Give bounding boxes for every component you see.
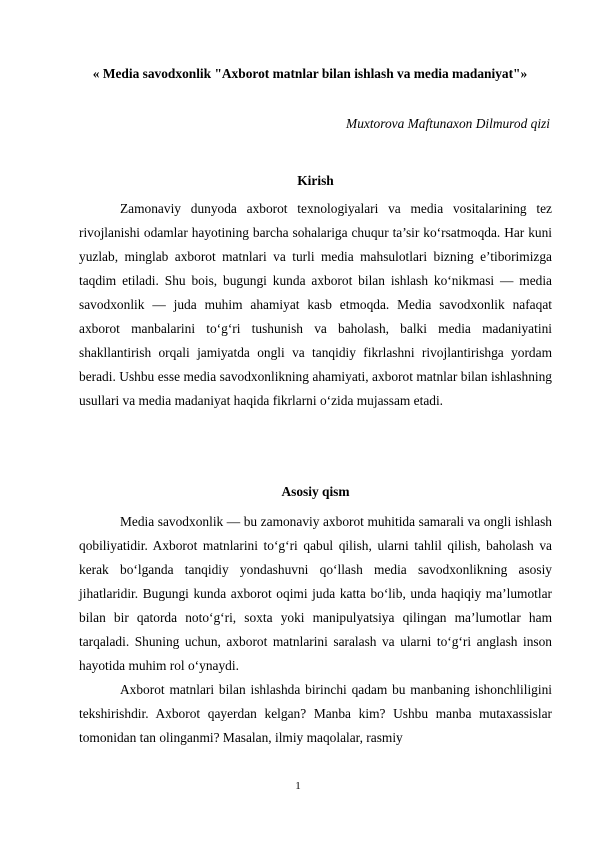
page-number: 1 (295, 780, 301, 792)
paragraph-main-1: Media savodxonlik — bu zamonaviy axborot muhitida samarali va ongli ishlash qobiliyatidir. Axborot matnlarini to‘g‘ri qabul qilish, ularni tahlil qilish, baholash va kerak bo‘lganda tanqidiy yondashuvni qo‘llash media savodxonlikning asosiy jihatlaridir. Bugungi kunda axborot oqimi juda katta bo‘lib, unda haqiqiy ma’lumotlar bilan bir qatorda noto‘g‘ri, soxta yoki manipulyatsiya qilingan ma’lumotlar ham tarqaladi. Shuning uchun, axborot matnlarini saralash va ularni to‘g‘ri anglash inson hayotida muhim rol o‘ynaydi. (79, 514, 552, 673)
paragraph-intro: Zamonaviy dunyoda axborot texnologiyalari va media vositalarining tez rivojlanishi odamlar hayotining barcha sohalariga chuqur ta’sir ko‘rsatmoqda. Har kuni yuzlab, minglab axborot matnlari va turli media mahsulotlari bizning e’tiborimizga taqdim etiladi. Shu bois, bugungi kunda axborot bilan ishlash ko‘nikmasi — media savodxonlik — juda muhim ahamiyat kasb etmoqda. Media savodxonlik nafaqat axborot manbalarini to‘g‘ri tushunish va baholash, balki media madaniyatini shakllantirish orqali jamiyatda ongli va tanqidiy fikrlashni rivojlantirishga yordam beradi. Ushbu esse media savodxonlikning ahamiyati, axborot matnlar bilan ishlashning usullari va media madaniyat haqida fikrlarni o‘zida mujassam etadi. (79, 201, 552, 408)
section-heading-main: Asosiy qism (281, 484, 350, 499)
document-title: « Media savodxonlik "Axborot matnlar bilan ishlash va media madaniyat"» (92, 66, 528, 81)
paragraph-main-2: Axborot matnlari bilan ishlashda birinchi qadam bu manbaning ishonchliligini tekshirishdir. Axborot qayerdan kelgan? Manba kim? Ushbu manba mutaxassislar tomonidan tan olinganmi? Masalan, ilmiy maqolalar, rasmiy (79, 682, 552, 745)
author-name: Muxtorova Maftunaxon Dilmurod qizi (346, 116, 550, 131)
section-heading-intro: Kirish (297, 173, 334, 188)
